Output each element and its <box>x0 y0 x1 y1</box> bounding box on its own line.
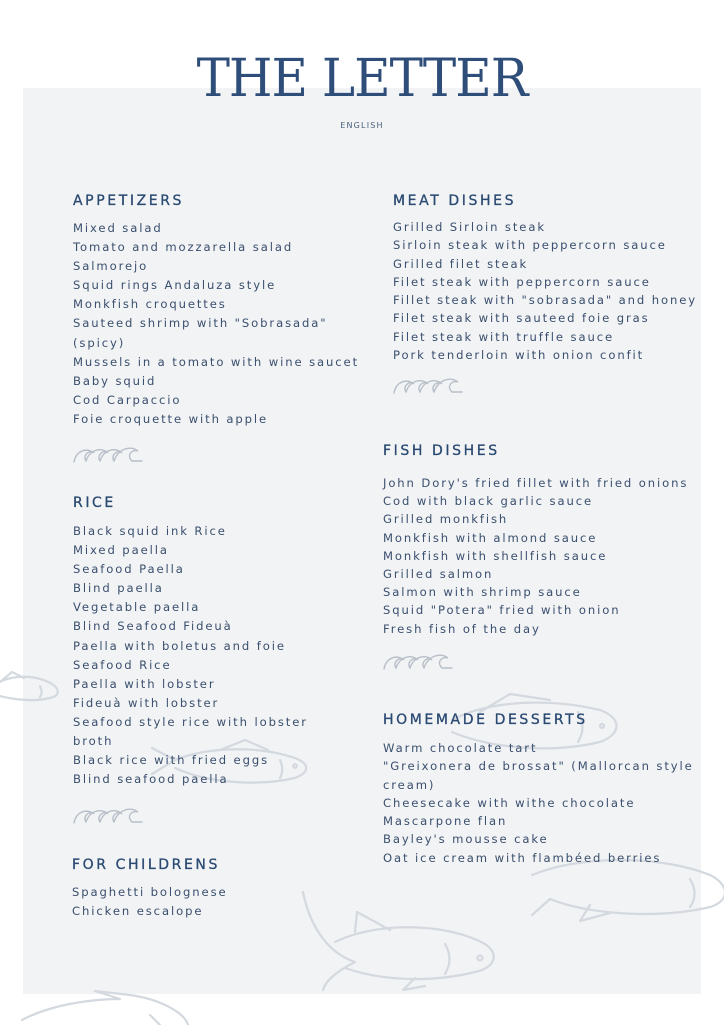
wave-divider-icon <box>382 652 454 672</box>
menu-item: Squid "Potera" fried with onion <box>383 603 621 618</box>
page-title: THE LETTER <box>196 47 528 109</box>
fish-sketch-icon <box>20 985 190 1025</box>
section-meat <box>393 192 697 364</box>
menu-item: Grilled monkfish <box>383 512 509 527</box>
menu-item: Seafood Paella <box>73 562 185 577</box>
section-title: MEAT DISHES <box>393 193 517 209</box>
menu-item: Vegetable paella <box>73 600 201 615</box>
menu-item: Warm chocolate tart <box>383 741 538 755</box>
menu-item: Salmon with shrimp sauce <box>383 585 582 600</box>
menu-item: Grilled Sirloin steak <box>393 220 546 234</box>
menu-item: cream) <box>383 777 436 792</box>
wave-divider-icon <box>72 445 144 465</box>
section-rice <box>73 494 308 789</box>
fish-sketch-icon <box>295 882 505 992</box>
menu-item: Seafood Rice <box>73 657 172 672</box>
menu-item: Salmorejo <box>73 259 149 274</box>
menu-item: Grilled salmon <box>383 567 494 582</box>
menu-item: Seafood style rice with lobster <box>73 714 308 729</box>
menu-item: Pork tenderloin with onion confit <box>393 348 645 363</box>
menu-item: Monkfish croquettes <box>73 297 227 312</box>
menu-item: Filet steak with truffle sauce <box>393 329 614 344</box>
wave-divider-icon <box>392 376 464 396</box>
menu-item: Baby squid <box>73 373 157 388</box>
menu-item: Sauteed shrimp with "Sobrasada" <box>73 316 328 331</box>
menu-item: Paella with lobster <box>73 676 216 691</box>
menu-item: Fresh fish of the day <box>383 621 541 636</box>
section-title: HOMEMADE DESSERTS <box>383 712 588 728</box>
menu-item: Black rice with fried eggs <box>73 753 270 768</box>
menu-item: Oat ice cream with flambéed berries <box>383 850 662 865</box>
fish-sketch-icon <box>0 664 70 714</box>
menu-item: "Greixonera de brossat" (Mallorcan style <box>383 759 694 774</box>
menu-item: Paella with boletus and foie <box>73 638 286 653</box>
menu-item: Blind paella <box>73 581 164 596</box>
menu-item: Squid rings Andaluza style <box>73 278 277 293</box>
menu-item: Fideuà with lobster <box>73 695 220 710</box>
wave-divider-icon <box>72 806 144 826</box>
menu-item: Cheesecake with withe chocolate <box>383 795 636 810</box>
menu-item: Filet steak with peppercorn sauce <box>393 274 651 289</box>
menu-item: Blind Seafood Fideuà <box>73 619 233 634</box>
section-childrens <box>72 856 228 920</box>
menu-item: Mixed salad <box>73 221 163 235</box>
menu-item: Monkfish with almond sauce <box>383 530 598 545</box>
menu-item: John Dory's fried fillet with fried onions <box>383 476 689 490</box>
menu-item: Filet steak with sauteed foie gras <box>393 311 650 326</box>
menu-item: Spaghetti bolognese <box>72 885 228 899</box>
menu-item: Cod Carpaccio <box>73 392 182 407</box>
menu-item: Bayley's mousse cake <box>383 832 549 847</box>
section-title: APPETIZERS <box>73 193 185 209</box>
section-fish <box>383 442 688 638</box>
menu-item: Chicken escalope <box>72 903 204 918</box>
menu-item: Foie croquette with apple <box>73 411 269 426</box>
menu-item: Blind seafood paella <box>73 772 229 787</box>
section-title: RICE <box>73 495 116 511</box>
section-desserts <box>383 711 694 867</box>
menu-item: Tomato and mozzarella salad <box>73 240 294 255</box>
menu-item: Cod with black garlic sauce <box>383 494 594 509</box>
menu-item: Monkfish with shellfish sauce <box>383 548 608 563</box>
menu-item: broth <box>73 734 114 749</box>
menu-item: Mixed paella <box>73 543 169 558</box>
menu-item: (spicy) <box>73 335 126 350</box>
menu-item: Black squid ink Rice <box>73 524 227 538</box>
menu-item: Fillet steak with "sobrasada" and honey <box>393 293 698 308</box>
section-appetizers <box>73 192 359 429</box>
section-title: FOR CHILDRENS <box>72 857 220 873</box>
menu-item: Grilled filet steak <box>393 256 529 271</box>
menu-item: Mascarpone flan <box>383 814 508 829</box>
menu-item: Mussels in a tomato with wine saucet <box>73 354 360 369</box>
menu-item: Sirloin steak with peppercorn sauce <box>393 238 667 253</box>
language-label: ENGLISH <box>340 121 384 130</box>
section-title: FISH DISHES <box>383 443 500 459</box>
